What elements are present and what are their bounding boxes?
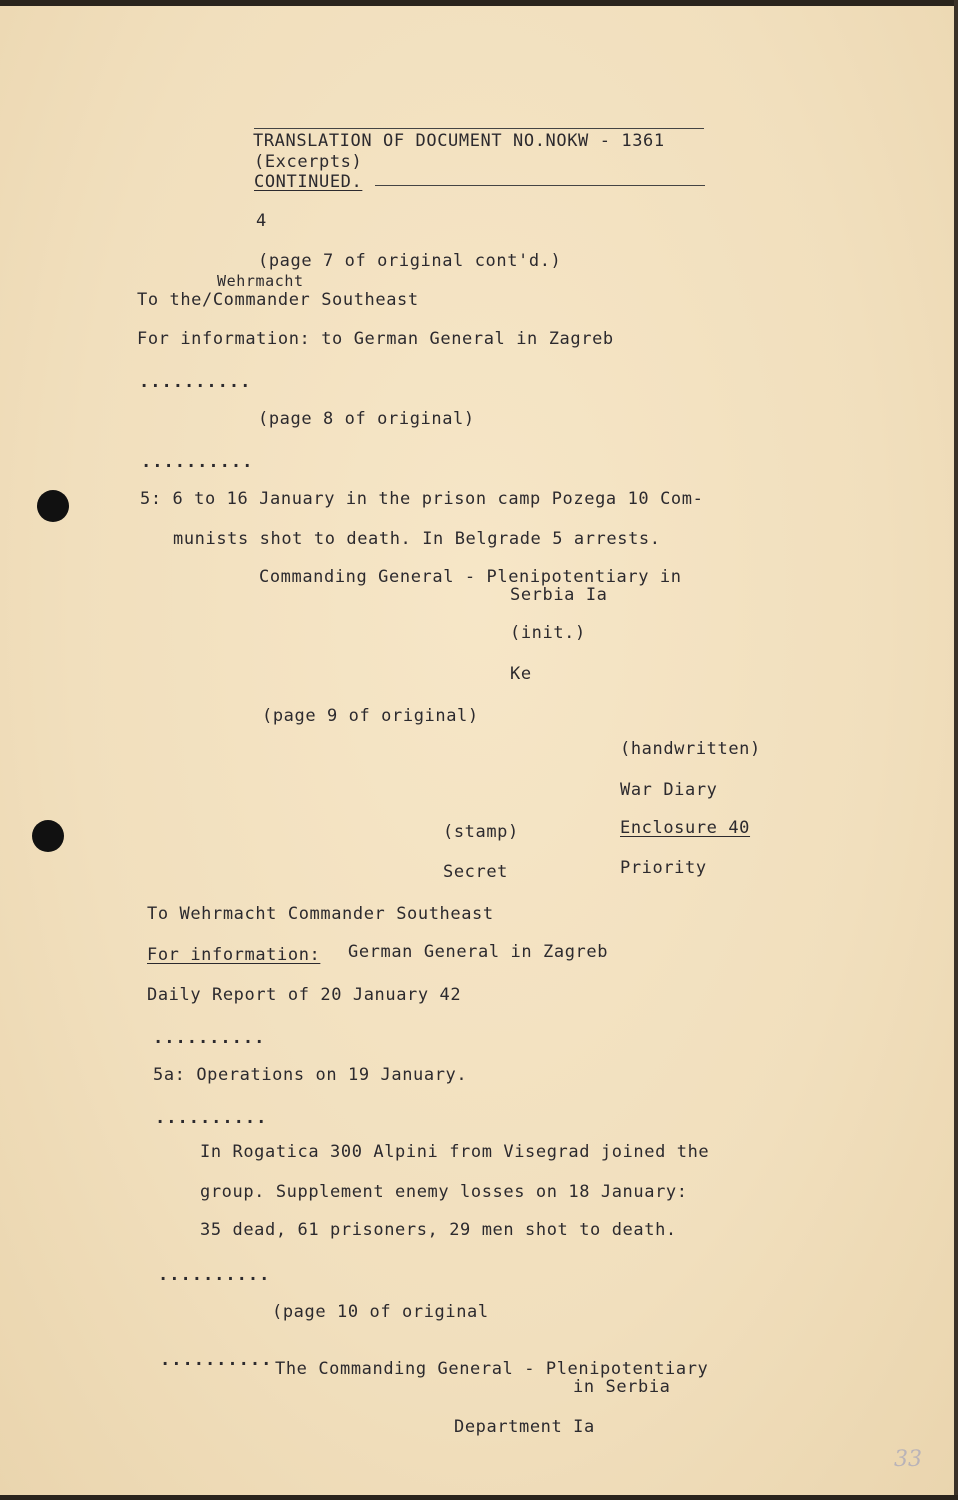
ellipsis-2: ..........	[141, 452, 254, 472]
signature2-line2: in Serbia	[573, 1377, 671, 1397]
signature2-line1: The Commanding General - Plenipotentiary	[275, 1359, 709, 1379]
page-number: 33	[894, 1447, 922, 1472]
handwritten-label: (handwritten)	[620, 739, 761, 759]
information-value-2: German General in Zagreb	[348, 942, 609, 962]
signature1-init: (init.)	[510, 623, 586, 643]
recipient-line-2: To Wehrmacht Commander Southeast	[147, 904, 494, 924]
ellipsis-4: ..........	[155, 1108, 268, 1128]
information-label-2: For information:	[147, 945, 321, 965]
ellipsis-5: ..........	[158, 1265, 271, 1285]
page10-note: (page 10 of original	[272, 1302, 489, 1322]
priority-label: Priority	[620, 858, 707, 878]
header-rule-bottom	[375, 185, 705, 186]
scan-edge-right	[954, 0, 958, 1500]
paragraph-line2: group. Supplement enemy losses on 18 January:	[200, 1182, 688, 1202]
item5-line2: munists shot to death. In Belgrade 5 arrests.	[173, 529, 661, 549]
page9-note: (page 9 of original)	[262, 706, 479, 726]
continued-label: CONTINUED.	[254, 172, 363, 192]
document-title: TRANSLATION OF DOCUMENT NO.NOKW - 1361	[253, 131, 665, 151]
stamp-label: (stamp)	[443, 822, 519, 842]
paragraph-line1: In Rogatica 300 Alpini from Visegrad joined the	[200, 1142, 710, 1162]
excerpts-label: (Excerpts)	[254, 152, 363, 172]
signature1-line1: Commanding General - Plenipotentiary in	[259, 567, 682, 587]
item5-line1: 5: 6 to 16 January in the prison camp Pozega 10 Com-	[140, 489, 704, 509]
recipient-line-1: To the/Commander Southeast	[137, 290, 419, 310]
signature1-initials: Ke	[510, 664, 532, 684]
department-line: Department Ia	[454, 1417, 595, 1437]
page7-note: (page 7 of original cont'd.)	[258, 251, 562, 271]
section-number: 4	[256, 211, 267, 231]
paragraph-line3: 35 dead, 61 prisoners, 29 men shot to death.	[200, 1220, 677, 1240]
ellipsis-1: ..........	[139, 372, 252, 392]
item5a-line: 5a: Operations on 19 January.	[153, 1065, 468, 1085]
daily-report-line: Daily Report of 20 January 42	[147, 985, 462, 1005]
scan-edge-bottom	[0, 1495, 958, 1500]
enclosure-label: Enclosure 40	[620, 818, 751, 838]
scan-edge-top	[0, 0, 958, 6]
war-diary-label: War Diary	[620, 780, 718, 800]
page8-note: (page 8 of original)	[258, 409, 475, 429]
punch-hole-top	[37, 490, 69, 522]
wehrmacht-insert: Wehrmacht	[217, 272, 304, 290]
secret-label: Secret	[443, 862, 509, 882]
ellipsis-3: ..........	[153, 1028, 266, 1048]
punch-hole-bottom	[32, 820, 64, 852]
information-line-1: For information: to German General in Zagreb	[137, 329, 614, 349]
ellipsis-6: ..........	[160, 1350, 273, 1370]
header-rule-top	[254, 128, 704, 129]
signature1-line2: Serbia Ia	[510, 585, 608, 605]
